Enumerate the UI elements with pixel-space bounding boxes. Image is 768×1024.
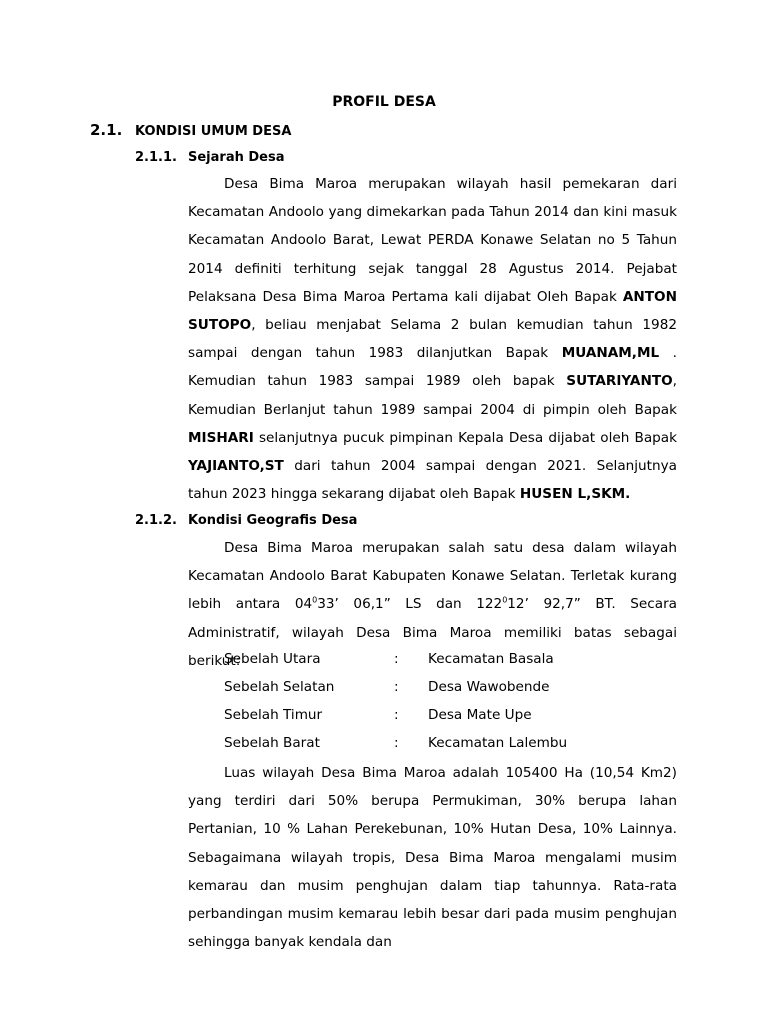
section-number: 2.1.	[90, 121, 123, 139]
border-direction: Sebelah Selatan	[224, 679, 335, 695]
geo-text-3: 12’ 92,7” BT. Secara Administratif, wilayah Desa Bima Maroa memiliki batas sebagai berikut:	[188, 596, 677, 669]
history-text-1: Desa Bima Maroa merupakan wilayah hasil pemekaran dari Kecamatan Andoolo yang dimekarkan pada Tahun 2014 dan kini masuk Kecamatan Andoolo Barat, Lewat PERDA Konawe Selatan no 5 Tahun 2014 definiti terhitung sejak tanggal 28 Agustus 2014. Pejabat Pelaksana Desa Bima Maroa Pertama kali dijabat Oleh Bapak	[188, 176, 677, 305]
history-text-6: dari tahun 2004 sampai dengan 2021. Selanjutnya tahun 2023 hingga sekarang dijabat oleh Bapak	[188, 458, 677, 503]
border-direction: Sebelah Barat	[224, 735, 320, 751]
geo-text-1: Desa Bima Maroa merupakan salah satu desa dalam wilayah Kecamatan Andoolo Barat Kabupaten Konawe Selatan. Terletak kurang lebih antara 04	[188, 540, 677, 613]
subsection-number-history: 2.1.1.	[135, 150, 177, 165]
border-value: Kecamatan Basala	[428, 651, 554, 667]
border-value: Desa Wawobende	[428, 679, 550, 695]
official-name-3: SUTARIYANTO	[566, 373, 673, 390]
border-colon: :	[394, 679, 399, 695]
border-colon: :	[394, 735, 399, 751]
border-value: Desa Mate Upe	[428, 707, 532, 723]
history-text-2: , beliau menjabat Selama 2 bulan kemudian tahun 1982 sampai dengan tahun 1983 dilanjutkan Bapak	[188, 317, 677, 362]
official-name-4: MISHARI	[188, 429, 254, 446]
history-paragraph	[188, 170, 677, 508]
border-colon: :	[394, 707, 399, 723]
subsection-title-geography: Kondisi Geografis Desa	[188, 513, 358, 528]
border-value: Kecamatan Lalembu	[428, 735, 568, 751]
geo-area-text: Luas wilayah Desa Bima Maroa adalah 105400 Ha (10,54 Km2) yang terdiri dari 50% berupa Permukiman, 30% berupa lahan Pertanian, 10 % Lahan Perekebunan, 10% Hutan Desa, 10% Lainnya. Sebagaimana wilayah tropis, Desa Bima Maroa mengalami musim kemarau dan musim penghujan dalam tiap tahunnya. Rata-rata perbandingan musim kemarau lebih besar dari pada musim penghujan sehingga banyak kendala dan	[188, 765, 677, 951]
subsection-title-history: Sejarah Desa	[188, 150, 285, 165]
border-direction: Sebelah Utara	[224, 651, 321, 667]
geography-paragraph-2	[188, 759, 677, 956]
section-title: KONDISI UMUM DESA	[135, 124, 292, 139]
official-name-6: HUSEN L,SKM.	[519, 486, 631, 503]
geo-text-2: 33’ 06,1” LS dan 122	[317, 596, 503, 613]
official-name-5: YAJIANTO,ST	[188, 458, 284, 475]
border-row-east	[224, 707, 674, 735]
degree-mark-1: 0	[312, 595, 318, 605]
history-text-4: , Kemudian Berlanjut tahun 1989 sampai 2004 di pimpin oleh Bapak	[188, 373, 677, 418]
border-row-north	[224, 651, 674, 679]
official-name-2: MUANAM,ML	[561, 345, 660, 362]
degree-mark-2: 0	[502, 595, 508, 605]
border-direction: Sebelah Timur	[224, 707, 323, 723]
history-text-3: . Kemudian tahun 1983 sampai 1989 oleh bapak	[188, 345, 677, 390]
official-name-1: ANTON SUTOPO	[188, 288, 677, 334]
border-colon: :	[394, 651, 399, 667]
subsection-number-geography: 2.1.2.	[135, 513, 177, 528]
history-text-5: selanjutnya pucuk pimpinan Kepala Desa dijabat oleh Bapak	[253, 429, 677, 446]
document-title: PROFIL DESA	[332, 94, 436, 110]
border-row-south	[224, 679, 674, 707]
